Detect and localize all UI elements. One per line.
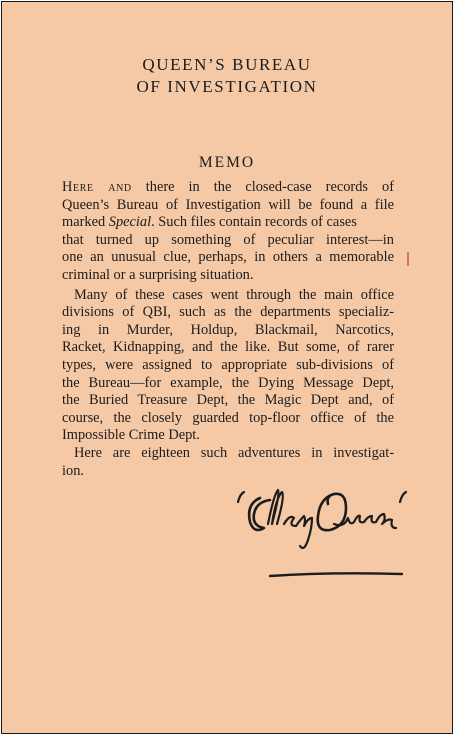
memo-line: Queen’s Bureau of Investigation will be found a file xyxy=(62,196,394,213)
memo-line: the Buried Treasure Dept, the Magic Dept and, of xyxy=(62,392,394,409)
memo-line: that turned up something of peculiar interest—in xyxy=(62,231,394,248)
memo-line: ing in Murder, Holdup, Blackmail, Narcotics, xyxy=(62,321,394,338)
memo-page xyxy=(1,1,453,734)
red-margin-mark xyxy=(407,252,409,266)
bureau-title-line-2: OF INVESTIGATION xyxy=(136,77,318,96)
memo-line xyxy=(62,214,394,232)
memo-line: the Bureau—for example, the Dying Message Dept, xyxy=(62,374,394,391)
memo-line: Here are eighteen such adventures in investigat- xyxy=(74,444,394,461)
memo-line: types, were assigned to appropriate sub-divisions of xyxy=(62,356,394,373)
memo-line: Impossible Crime Dept. xyxy=(62,427,200,444)
memo-line xyxy=(62,179,394,197)
memo-line: criminal or a surprising situation. xyxy=(62,266,254,283)
memo-line: ion. xyxy=(62,462,84,479)
memo-heading: MEMO xyxy=(198,154,256,171)
memo-line: course, the closely guarded top-floor office of the xyxy=(62,409,394,426)
memo-line: Many of these cases went through the main office xyxy=(74,286,394,303)
ellery-queen-signature xyxy=(230,480,410,590)
memo-line-text: there in the closed-case records of xyxy=(131,179,395,195)
memo-body xyxy=(62,179,394,480)
memo-line: one an unusual clue, perhaps, in others a memorable xyxy=(62,249,394,266)
memo-line: Racket, Kidnapping, and the like. But some, of rarer xyxy=(62,339,394,356)
memo-line: divisions of QBI, such as the departments specializ- xyxy=(62,304,394,321)
memo-line-text: marked xyxy=(62,214,109,231)
special-emphasis: Special xyxy=(108,214,152,231)
memo-line-text: . Such files contain records of cases xyxy=(151,214,357,231)
lead-in-small-caps: Here and xyxy=(62,179,132,195)
bureau-title-line-1: QUEEN’S BUREAU xyxy=(142,55,312,74)
